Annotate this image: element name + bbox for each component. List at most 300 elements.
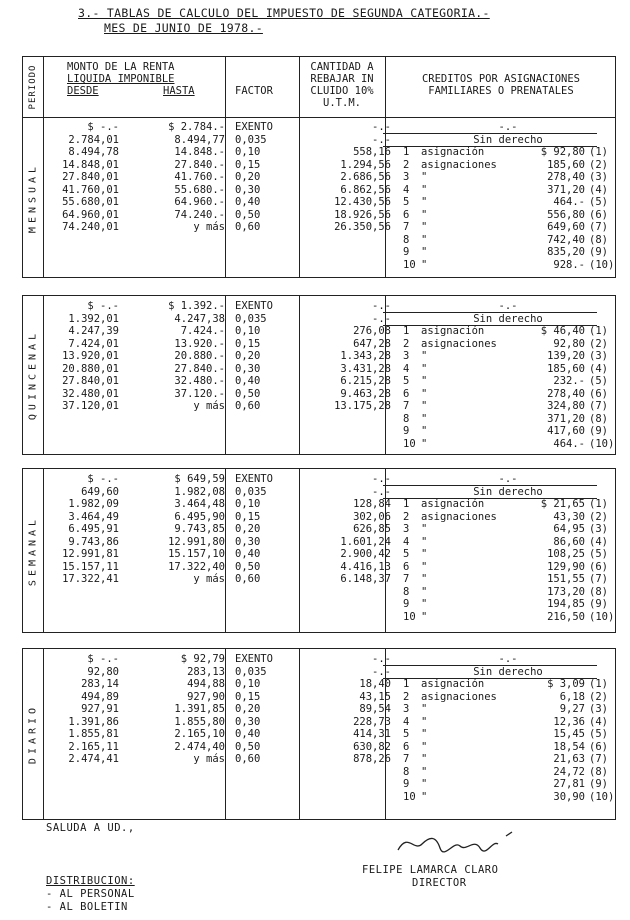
credit-label: " [421,548,428,560]
credit-label: asignaciones [421,337,497,350]
desde-value: 12.991,81 [62,548,119,560]
hasta-value: 8.494,77 [174,133,225,146]
credit-amount: 24,72 [553,765,585,778]
desde-value: 55.680,01 [62,196,119,208]
credit-label: asignaciones [421,158,497,171]
header-creditos-1: CREDITOS POR ASIGNACIONES [421,73,581,85]
factor-value: 0,60 [235,400,261,412]
hasta-value: 6.495,90 [174,510,225,523]
hasta-value: y más [193,573,225,585]
credit-amount: 9,27 [559,703,585,715]
desde-value: $ -.- [87,653,119,665]
credit-amount: 173,20 [547,585,585,598]
hasta-value: 27.840.- [174,362,225,375]
credit-row [43,728,617,741]
credit-label: " [421,221,428,233]
credit-count: 7 [403,400,410,412]
credit-count: 7 [403,573,410,585]
period-column [23,57,44,277]
header-factor: FACTOR [235,85,273,97]
credit-count: 4 [403,715,410,728]
factor-value: 0,10 [235,498,261,510]
credit-row [43,766,617,779]
hasta-value: y más [193,753,225,765]
credit-row [43,159,617,172]
rebaja-value: -.- [372,312,391,325]
credit-count: 9 [403,246,410,258]
credit-amount: 556,80 [547,208,585,221]
credit-label: " [421,535,428,548]
rebaja-value: -.- [372,133,391,146]
credit-none-dash: -.- [498,473,518,485]
credit-count: 10 [403,610,416,623]
desde-value: 2.474,41 [68,753,119,765]
credit-index: (8) [589,412,608,425]
desde-value: 74.240,01 [62,221,119,233]
hasta-value: y más [193,221,225,233]
rebaja-value: 12.430,56 [334,196,391,208]
credit-index: (6) [589,740,608,753]
hasta-value: 927,90 [187,690,225,703]
distribution-boletin: - AL BOLETIN [46,901,128,913]
rebaja-value: 647,28 [353,337,391,350]
credit-index: (5) [589,375,608,387]
section-semanal [22,468,616,633]
desde-value: 1.982,09 [68,498,119,510]
rebaja-value: 6.215,28 [340,375,391,387]
hasta-value: 1.982,08 [174,485,225,498]
header-cantidad-4: U.T.M. [323,97,361,109]
desde-value: 7.424,01 [68,337,119,350]
hasta-value: 9.743,85 [174,523,225,535]
credit-count: 4 [403,183,410,196]
credit-amount: 649,60 [547,221,585,233]
credit-label: " [421,400,428,412]
credit-label: " [421,585,428,598]
factor-value: 0,035 [235,133,267,146]
credit-label: " [421,728,428,740]
desde-value: 92,80 [87,665,119,678]
credit-row [43,209,617,222]
credit-amount: 139,20 [547,350,585,362]
credit-count: 9 [403,778,410,790]
credit-row [43,753,617,766]
credit-count: 2 [403,158,410,171]
rebaja-value: 302,06 [353,510,391,523]
header-cantidad-2: REBAJAR IN [310,73,374,85]
desde-value: 15.157,11 [62,560,119,573]
factor-value: 0,50 [235,208,261,221]
factor-value: 0,60 [235,753,261,765]
credit-label: " [421,523,428,535]
period-column [23,469,44,632]
desde-value: 2.165,11 [68,740,119,753]
rebaja-value: 2.686,56 [340,171,391,183]
factor-value: 0,035 [235,485,267,498]
desde-value: $ -.- [87,473,119,485]
credit-count: 3 [403,350,410,362]
section-quincenal [22,295,616,455]
credit-index: (7) [589,753,608,765]
hasta-value: 13.920.- [174,337,225,350]
credit-row [43,548,617,561]
credit-index: (9) [589,246,608,258]
credit-count: 3 [403,703,410,715]
hasta-value: 32.480.- [174,375,225,387]
factor-value: EXENTO [235,300,273,312]
credit-count: 10 [403,790,416,803]
credit-row [43,778,617,791]
credit-row [43,196,617,209]
rebaja-value: 89,54 [359,703,391,715]
credit-amount: 216,50 [547,610,585,623]
desde-value: 41.760,01 [62,183,119,196]
credit-amount: $ 21,65 [540,498,585,510]
rebaja-value: 6.148,37 [340,573,391,585]
credit-count: 8 [403,412,410,425]
rebaja-value: 1.601,24 [340,535,391,548]
factor-value: 0,15 [235,337,261,350]
credit-count: 1 [403,146,410,158]
factor-value: 0,50 [235,560,261,573]
factor-value: EXENTO [235,653,273,665]
credit-count: 6 [403,387,410,400]
credit-amount: 43,30 [553,510,585,523]
credit-amount: 12,36 [553,715,585,728]
desde-value: 37.120,01 [62,400,119,412]
credit-count: 4 [403,535,410,548]
factor-value: EXENTO [235,473,273,485]
credit-index: (7) [589,573,608,585]
credit-count: 6 [403,560,410,573]
credit-count: 10 [403,437,416,450]
credit-row-top [43,300,617,313]
credit-row [43,259,617,272]
credit-count: 7 [403,753,410,765]
credit-row-sin-derecho [43,486,617,499]
credit-count: 4 [403,362,410,375]
factor-value: 0,50 [235,740,261,753]
rebaja-value: 414,31 [353,728,391,740]
credit-count: 9 [403,598,410,610]
signer-name: FELIPE LAMARCA CLARO [362,864,499,876]
period-label: DIARIO [27,703,39,765]
credit-label: " [421,573,428,585]
rebaja-value: 6.862,56 [340,183,391,196]
credit-index: (3) [589,523,608,535]
credit-label: " [421,387,428,400]
sin-derecho-label: Sin derecho [473,485,543,498]
credit-index: (4) [589,535,608,548]
hasta-value: y más [193,400,225,412]
credit-label: " [421,425,428,437]
credit-label: " [421,560,428,573]
factor-value: 0,10 [235,678,261,690]
credit-row [43,498,617,511]
credit-amount: $ 3,09 [547,678,585,690]
credit-row [43,413,617,426]
rebaja-value: 630,82 [353,740,391,753]
rebaja-value: 2.900,42 [340,548,391,560]
credit-index: (5) [589,548,608,560]
header-creditos-2: FAMILIARES O PRENATALES [428,85,574,97]
credit-label: " [421,715,428,728]
rebaja-value: -.- [372,473,391,485]
rebaja-value: 1.294,56 [340,158,391,171]
hasta-value: $ 2.784.- [168,121,225,133]
credit-row [43,246,617,259]
credit-index: (3) [589,703,608,715]
section-mensual [22,56,616,278]
hasta-value: 64.960.- [174,196,225,208]
credit-amount: 371,20 [547,412,585,425]
credit-row [43,425,617,438]
credit-count: 7 [403,221,410,233]
distribution-heading: DISTRIBUCION: [46,875,135,887]
hasta-value: 15.157,10 [168,548,225,560]
credit-amount: 30,90 [553,790,585,803]
desde-value: 4.247,39 [68,325,119,337]
credit-row [43,325,617,338]
period-column [23,649,44,819]
rebaja-value: -.- [372,121,391,133]
credit-count: 8 [403,585,410,598]
credit-count: 6 [403,208,410,221]
rebaja-value: 26.350,56 [334,221,391,233]
factor-value: 0,15 [235,510,261,523]
rebaja-value: 3.431,28 [340,362,391,375]
credit-index: (4) [589,183,608,196]
credit-count: 1 [403,325,410,337]
credit-amount: 18,54 [553,740,585,753]
credit-none-dash: -.- [498,653,518,665]
hasta-value: 74.240.- [174,208,225,221]
desde-value: 9.743,86 [68,535,119,548]
credit-count: 8 [403,233,410,246]
rebaja-value: -.- [372,653,391,665]
credit-index: (8) [589,233,608,246]
credit-amount: 27,81 [553,778,585,790]
hasta-value: 55.680.- [174,183,225,196]
factor-value: 0,30 [235,715,261,728]
credit-amount: 232.- [553,375,585,387]
credit-amount: $ 46,40 [540,325,585,337]
credit-label: " [421,196,428,208]
distribution-personal: - AL PERSONAL [46,888,135,900]
header-desde: DESDE [67,85,99,97]
credit-row [43,438,617,451]
credit-row [43,146,617,159]
desde-value: 17.322,41 [62,573,119,585]
hasta-value: 3.464,48 [174,498,225,510]
factor-value: 0,20 [235,171,261,183]
credit-label: " [421,183,428,196]
sin-derecho-label: Sin derecho [473,665,543,678]
credit-row [43,338,617,351]
credit-amount: 278,40 [547,387,585,400]
factor-value: 0,035 [235,312,267,325]
credit-label: asignaciones [421,510,497,523]
credit-index: (8) [589,585,608,598]
period-column [23,296,44,454]
section-diario [22,648,616,820]
factor-value: 0,20 [235,703,261,715]
rebaja-value: 228,73 [353,715,391,728]
title-line-2: MES DE JUNIO DE 1978.- [104,21,263,35]
credit-row [43,691,617,704]
credit-amount: 86,60 [553,535,585,548]
desde-value: 6.495,91 [68,523,119,535]
credit-label: asignación [421,325,485,337]
credit-label: " [421,598,428,610]
credit-index: (3) [589,350,608,362]
desde-value: 283,14 [81,678,119,690]
credit-index: (10) [589,610,615,623]
credit-label: " [421,208,428,221]
credit-count: 3 [403,523,410,535]
credit-label: " [421,171,428,183]
credit-count: 2 [403,510,410,523]
document-title [78,6,490,36]
credit-count: 2 [403,337,410,350]
credit-label: " [421,258,428,271]
rebaja-value: -.- [372,300,391,312]
rebaja-value: -.- [372,485,391,498]
credit-row [43,388,617,401]
credit-label: " [421,412,428,425]
credit-amount: 194,85 [547,598,585,610]
credit-row [43,234,617,247]
hasta-value: 20.880.- [174,350,225,362]
credit-index: (5) [589,728,608,740]
credit-count: 5 [403,728,410,740]
credit-index: (10) [589,437,615,450]
credit-label: " [421,790,428,803]
credit-row-sin-derecho [43,666,617,679]
credit-row-top [43,121,617,134]
desde-value: 1.392,01 [68,312,119,325]
credit-count: 5 [403,196,410,208]
rebaja-value: 9.463,28 [340,387,391,400]
title-line-1: 3.- TABLAS DE CALCULO DEL IMPUESTO DE SEGUNDA CATEGORIA.- [78,6,490,20]
desde-value: 927,91 [81,703,119,715]
credit-index: (2) [589,510,608,523]
credit-amount: 6,18 [559,690,585,703]
hasta-value: 4.247,38 [174,312,225,325]
factor-value: 0,20 [235,523,261,535]
period-label: SEMANAL [27,515,39,586]
desde-value: 20.880,01 [62,362,119,375]
rebaja-value: 43,15 [359,690,391,703]
factor-value: 0,40 [235,375,261,387]
credit-index: (4) [589,362,608,375]
credit-none-dash: -.- [498,300,518,312]
credit-row [43,400,617,413]
rebaja-value: 18.926,56 [334,208,391,221]
signature [388,822,538,862]
credit-amount: 278,40 [547,171,585,183]
hasta-value: 7.424.- [180,325,225,337]
hasta-value: $ 92,79 [180,653,225,665]
credit-count: 8 [403,765,410,778]
closing-greeting: SALUDA A UD., [46,822,135,834]
factor-value: 0,15 [235,690,261,703]
credit-amount: 64,95 [553,523,585,535]
credit-index: (7) [589,400,608,412]
credit-row [43,363,617,376]
credit-count: 10 [403,258,416,271]
hasta-value: $ 649,59 [174,473,225,485]
factor-value: 0,10 [235,146,261,158]
credit-label: " [421,233,428,246]
credit-label: " [421,350,428,362]
credit-count: 2 [403,690,410,703]
credit-index: (3) [589,171,608,183]
factor-value: 0,50 [235,387,261,400]
hasta-value: 1.391,85 [174,703,225,715]
hasta-value: 2.474,40 [174,740,225,753]
rebaja-value: 18,40 [359,678,391,690]
desde-value: $ -.- [87,121,119,133]
hasta-value: 12.991,80 [168,535,225,548]
credit-amount: 835,20 [547,246,585,258]
desde-value: 64.960,01 [62,208,119,221]
credit-row [43,561,617,574]
hasta-value: $ 1.392.- [168,300,225,312]
hasta-value: 14.848.- [174,146,225,158]
credit-label: " [421,437,428,450]
credit-amount: 151,55 [547,573,585,585]
desde-value: 494,89 [81,690,119,703]
credit-label: asignación [421,678,485,690]
credit-row [43,171,617,184]
hasta-value: 41.760.- [174,171,225,183]
credit-count: 5 [403,548,410,560]
credit-index: (6) [589,560,608,573]
factor-value: 0,30 [235,362,261,375]
credit-amount: 108,25 [547,548,585,560]
credit-label: " [421,778,428,790]
credit-count: 6 [403,740,410,753]
credit-amount: $ 92,80 [540,146,585,158]
credit-none-dash: -.- [498,121,518,133]
desde-value: 27.840,01 [62,375,119,387]
credit-amount: 324,80 [547,400,585,412]
credit-row [43,573,617,586]
credit-amount: 185,60 [547,158,585,171]
rebaja-value: 558,16 [353,146,391,158]
factor-value: EXENTO [235,121,273,133]
desde-value: 649,60 [81,485,119,498]
credit-amount: 92,80 [553,337,585,350]
credit-row [43,523,617,536]
header-periodo: PERIODO [28,64,38,110]
credit-row [43,703,617,716]
factor-value: 0,30 [235,183,261,196]
rebaja-value: 878,26 [353,753,391,765]
rebaja-value: 128,84 [353,498,391,510]
credit-row [43,586,617,599]
rebaja-value: 13.175,28 [334,400,391,412]
credit-label: " [421,703,428,715]
credit-amount: 417,60 [547,425,585,437]
factor-value: 0,15 [235,158,261,171]
credit-amount: 129,90 [547,560,585,573]
credit-label: " [421,362,428,375]
factor-value: 0,60 [235,573,261,585]
factor-value: 0,20 [235,350,261,362]
credit-row [43,598,617,611]
